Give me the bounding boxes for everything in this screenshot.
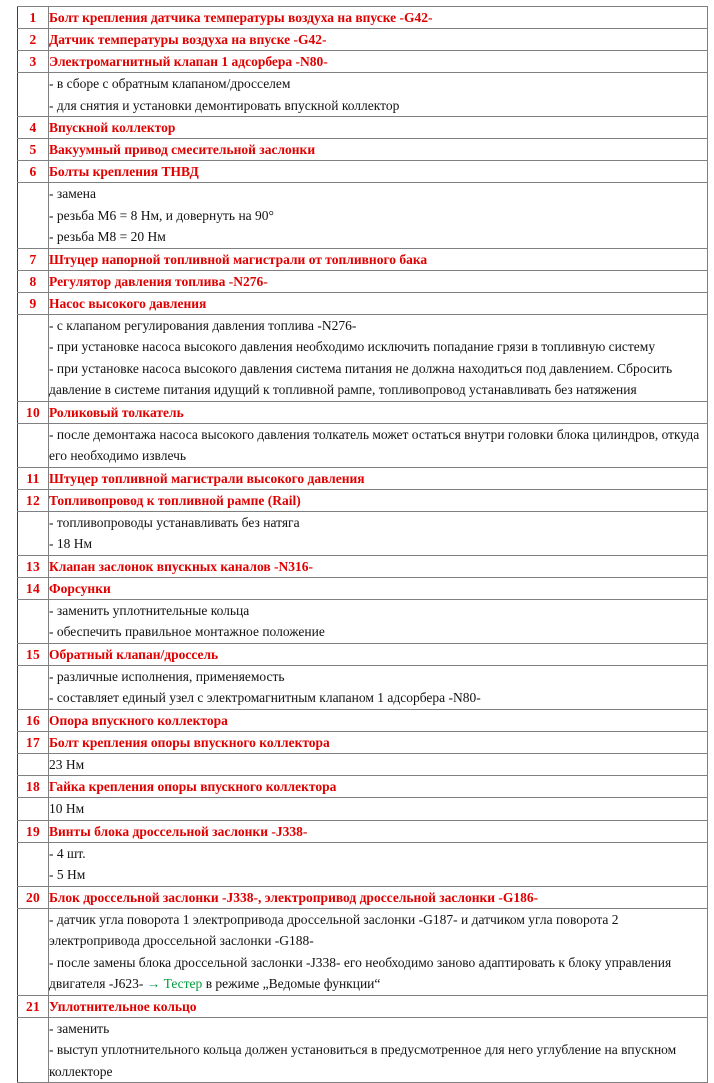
row-title-cell: Обратный клапан/дроссель: [49, 643, 708, 665]
row-title-cell: Опора впускного коллектора: [49, 709, 708, 731]
row-number-spacer: [18, 423, 49, 467]
table-row: [18, 139, 708, 161]
table-row-details: [18, 423, 708, 467]
row-detail-cell: [49, 423, 708, 467]
table-row: [18, 709, 708, 731]
row-number-cell: 17: [18, 731, 49, 753]
table-row: [18, 489, 708, 511]
detail-line: - топливопроводы устанавливать без натяга: [49, 514, 300, 530]
row-number-cell: 1: [18, 7, 49, 29]
table-row: [18, 886, 708, 908]
table-row: [18, 29, 708, 51]
row-title-cell: Штуцер топливной магистрали высокого давления: [49, 467, 708, 489]
table-row: [18, 467, 708, 489]
row-number-cell: 9: [18, 292, 49, 314]
detail-line: - датчик угла поворота 1 электропривода дроссельной заслонки -G187- и датчиком угла поворота 2 электропривода дроссельной заслонки -G188-: [49, 911, 619, 948]
row-number-spacer: [18, 798, 49, 821]
table-row-details: [18, 314, 708, 401]
row-number-spacer: [18, 665, 49, 709]
table-row: [18, 820, 708, 842]
row-number-cell: 15: [18, 643, 49, 665]
row-detail-cell: [49, 314, 708, 401]
table-row: [18, 51, 708, 73]
row-number-spacer: [18, 183, 49, 249]
row-number-spacer: [18, 73, 49, 117]
table-row-details: [18, 908, 708, 995]
row-number-spacer: [18, 842, 49, 886]
row-title-cell: Блок дроссельной заслонки -J338-, электропривод дроссельной заслонки -G186-: [49, 886, 708, 908]
table-row: [18, 555, 708, 577]
row-title-cell: Форсунки: [49, 577, 708, 599]
table-row-details: [18, 753, 708, 776]
table-row: [18, 995, 708, 1017]
table-row: [18, 161, 708, 183]
row-number-cell: 3: [18, 51, 49, 73]
parts-table: [17, 6, 708, 1083]
row-title-cell: Насос высокого давления: [49, 292, 708, 314]
row-number-cell: 4: [18, 117, 49, 139]
row-title-cell: Болт крепления датчика температуры воздуха на впуске -G42-: [49, 7, 708, 29]
row-detail-cell: [49, 753, 708, 776]
detail-line: - составляет единый узел с электромагнитным клапаном 1 адсорбера -N80-: [49, 690, 481, 705]
row-number-cell: 20: [18, 886, 49, 908]
row-number-cell: 5: [18, 139, 49, 161]
row-number-cell: 16: [18, 709, 49, 731]
detail-line: - 5 Нм: [49, 867, 86, 882]
row-title-cell: Датчик температуры воздуха на впуске -G42-: [49, 29, 708, 51]
table-row: [18, 270, 708, 292]
table-row-details: [18, 798, 708, 821]
table-row-details: [18, 842, 708, 886]
row-title-cell: Штуцер напорной топливной магистрали от топливного бака: [49, 248, 708, 270]
row-title-cell: Клапан заслонок впускных каналов -N316-: [49, 555, 708, 577]
row-detail-cell: [49, 511, 708, 555]
parts-table-body: [18, 7, 708, 1083]
table-row: [18, 292, 708, 314]
row-number-cell: 10: [18, 401, 49, 423]
row-title-cell: Болты крепления ТНВД: [49, 161, 708, 183]
row-number-cell: 13: [18, 555, 49, 577]
row-title-cell: Электромагнитный клапан 1 адсорбера -N80-: [49, 51, 708, 73]
row-number-cell: 12: [18, 489, 49, 511]
table-row: [18, 7, 708, 29]
detail-line: - заменить: [49, 1020, 110, 1036]
row-number-spacer: [18, 599, 49, 643]
table-row: [18, 577, 708, 599]
row-detail-cell: [49, 599, 708, 643]
detail-line: - при установке насоса высокого давления система питания не должна находиться под давлением. Сбросить давление в системе питания идущий к топливной рампе, топливопровод устанавливать без натяжения: [49, 360, 673, 397]
row-number-cell: 2: [18, 29, 49, 51]
detail-line: - заменить уплотнительные кольца: [49, 602, 250, 618]
row-detail-cell: [49, 73, 708, 117]
detail-line: - резьба М8 = 20 Нм: [49, 229, 166, 244]
table-row-details: [18, 511, 708, 555]
detail-line: - после демонтажа насоса высокого давления толкатель может остаться внутри головки блока цилиндров, откуда его необходимо извлечь: [49, 426, 700, 463]
row-detail-cell: [49, 1017, 708, 1083]
row-detail-cell: [49, 665, 708, 709]
detail-line: - при установке насоса высокого давления необходимо исключить попадание грязи в топливную систему: [49, 339, 656, 354]
row-number-spacer: [18, 1017, 49, 1083]
table-row: [18, 643, 708, 665]
detail-text: - после замены блока дроссельной заслонки -J338- его необходимо заново адаптировать к блоку управления двигателя -J623-: [49, 954, 672, 991]
detail-line: - в сборе с обратным клапаном/дросселем: [49, 76, 291, 91]
row-detail-cell: [49, 798, 708, 821]
table-row-details: [18, 665, 708, 709]
row-number-cell: 11: [18, 467, 49, 489]
detail-line: 23 Нм: [49, 756, 85, 772]
row-detail-cell: [49, 183, 708, 249]
detail-line: - для снятия и установки демонтировать впускной коллектор: [49, 97, 400, 113]
row-title-cell: Гайка крепления опоры впускного коллектора: [49, 776, 708, 798]
row-title-cell: Впускной коллектор: [49, 117, 708, 139]
row-number-spacer: [18, 753, 49, 776]
detail-line: - резьба М6 = 8 Нм, и довернуть на 90°: [49, 207, 274, 223]
detail-line: - различные исполнения, применяемость: [49, 668, 285, 684]
row-number-cell: 6: [18, 161, 49, 183]
row-detail-cell: [49, 908, 708, 995]
table-row-details: [18, 183, 708, 249]
tester-link[interactable]: → Тестер: [146, 976, 203, 991]
row-number-cell: 7: [18, 248, 49, 270]
row-title-cell: Регулятор давления топлива -N276-: [49, 270, 708, 292]
detail-line: - замена: [49, 186, 96, 201]
row-number-cell: 19: [18, 820, 49, 842]
table-row-details: [18, 73, 708, 117]
table-row: [18, 248, 708, 270]
detail-line: 10 Нм: [49, 801, 85, 816]
detail-line: - 18 Нм: [49, 536, 93, 551]
detail-line: - 4 шт.: [49, 845, 86, 861]
row-title-cell: Вакуумный привод смесительной заслонки: [49, 139, 708, 161]
row-number-spacer: [18, 314, 49, 401]
row-number-cell: 18: [18, 776, 49, 798]
table-row: [18, 117, 708, 139]
row-number-spacer: [18, 511, 49, 555]
row-number-cell: 21: [18, 995, 49, 1017]
row-title-cell: Болт крепления опоры впускного коллектора: [49, 731, 708, 753]
detail-line: - обеспечить правильное монтажное положение: [49, 624, 325, 639]
table-row: [18, 776, 708, 798]
table-row-details: [18, 599, 708, 643]
row-number-cell: 8: [18, 270, 49, 292]
table-row: [18, 731, 708, 753]
table-row-details: [18, 1017, 708, 1083]
detail-line: - выступ уплотнительного кольца должен установиться в предусмотренное для него углубление на впускном коллекторе: [49, 1042, 677, 1079]
row-title-cell: Винты блока дроссельной заслонки -J338-: [49, 820, 708, 842]
row-detail-cell: [49, 842, 708, 886]
row-number-spacer: [18, 908, 49, 995]
detail-line: - с клапаном регулирования давления топлива -N276-: [49, 317, 357, 333]
row-title-cell: Топливопровод к топливной рампе (Rail): [49, 489, 708, 511]
detail-text: в режиме „Ведомые функции“: [202, 976, 381, 991]
row-title-cell: Уплотнительное кольцо: [49, 995, 708, 1017]
table-row: [18, 401, 708, 423]
row-title-cell: Роликовый толкатель: [49, 401, 708, 423]
detail-line-rich: [49, 952, 707, 995]
row-number-cell: 14: [18, 577, 49, 599]
